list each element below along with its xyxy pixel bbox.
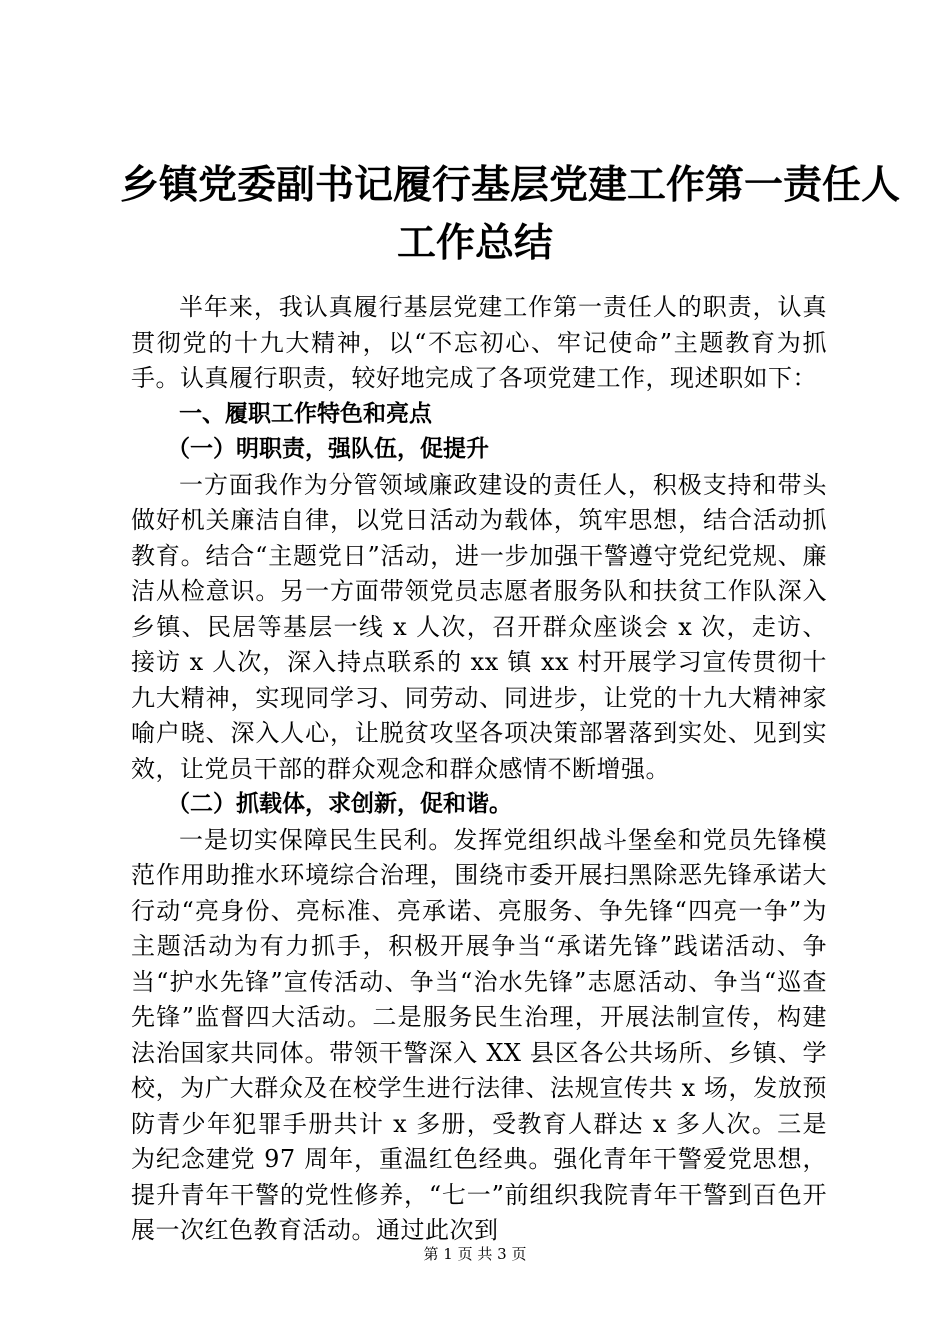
page-number-footer: 第 1 页 共 3 页 xyxy=(423,1245,527,1263)
intro-paragraph: 半年来，我认真履行基层党建工作第一责任人的职责，认真贯彻党的十九大精神，以“不忘初心、牢记使命”主题教育为抓手。认真履行职责，较好地完成了各项党建工作，现述职如下： xyxy=(131,293,827,392)
document-body xyxy=(131,290,827,1249)
document-title-line2: 工作总结 xyxy=(396,221,553,266)
subsection-2-paragraph: 一是切实保障民生民利。发挥党组织战斗堡垒和党员先锋模范作用助推水环境综合治理，围绕市委开展扫黑除恶先锋承诺大行动“亮身份、亮标准、亮承诺、亮服务、争先锋“四亮一争”为主题活动为有力抓手，积极开展争当“承诺先锋”践诺活动、争当“护水先锋”宣传活动、争当“治水先锋”志愿活动、争当“巡查先锋”监督四大活动。二是服务民生治理，开展法制宣传，构建法治国家共同体。带领干警深入 XX 县区各公共场所、乡镇、学校，为广大群众及在校学生进行法律、法规宣传共 x 场，发放预防青少年犯罪手册共计 x 多册，受教育人群达 x 多人次。三是为纪念建党 97 周年，重温红色经典。强化青年干警爱党思想，提升青年干警的党性修养，“七一”前组织我院青年干警到百色开展一次红色教育活动。通过此次到 xyxy=(131,825,827,1244)
subsection-heading-1: （一）明职责，强队伍，促提升 xyxy=(167,436,489,462)
section-heading-1: 一、履职工作特色和亮点 xyxy=(179,400,432,427)
document-title-line1: 乡镇党委副书记履行基层党建工作第一责任人 xyxy=(120,163,901,208)
subsection-1-paragraph: 一方面我作为分管领域廉政建设的责任人，积极支持和带头做好机关廉洁自律，以党日活动为载体，筑牢思想，结合活动抓教育。结合“主题党日”活动，进一步加强干警遵守党纪党规、廉洁从检意识。另一方面带领党员志愿者服务队和扶贫工作队深入乡镇、民居等基层一线 x 人次，召开群众座谈会 x 次，走访、接访 x 人次，深入持点联系的 xx 镇 xx 村开展学习宣传贯彻十九大精神，实现同学习、同劳动、同进步，让党的十九大精神家喻户晓、深入人心，让脱贫攻坚各项决策部署落到实处、见到实效，让党员干部的群众观念和群众感情不断增强。 xyxy=(131,470,827,783)
subsection-heading-2: （二）抓载体，求创新，促和谐。 xyxy=(167,791,512,817)
